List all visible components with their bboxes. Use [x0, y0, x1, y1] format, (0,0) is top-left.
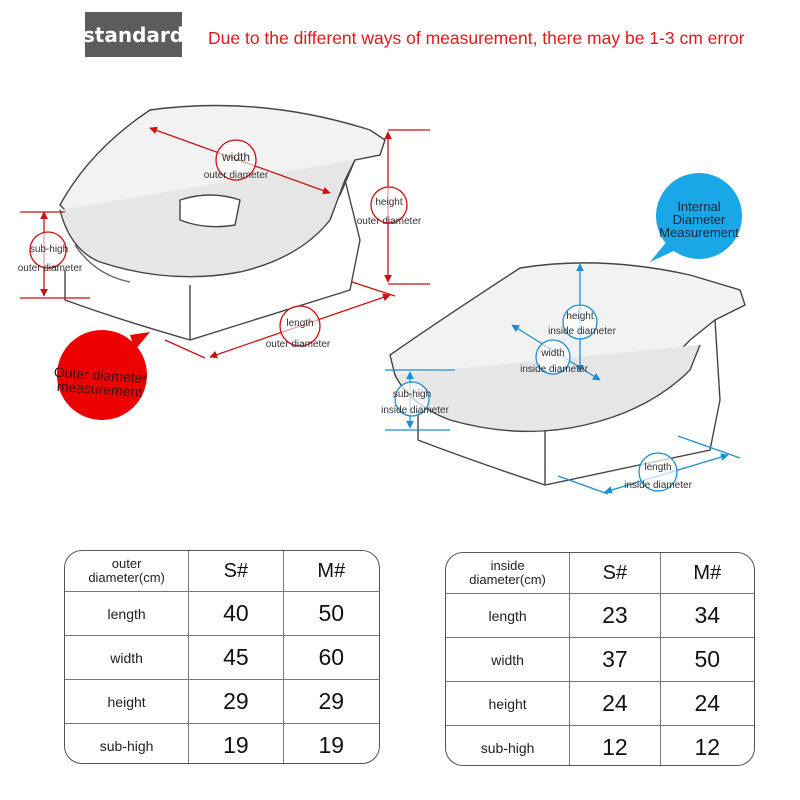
outer-subhigh-sub: outer diameter [17, 263, 83, 274]
row-label: width [110, 649, 143, 666]
size-s-value: 23 [569, 594, 659, 637]
table-header-cell: S# [188, 551, 282, 591]
row-label: width [491, 651, 524, 668]
inner-height-sub: inside diameter [548, 326, 616, 337]
outer-subhigh-label: sub-high [29, 244, 69, 255]
table-row [446, 637, 754, 681]
outer-callout-text: Outer diameter measurement [53, 363, 148, 400]
inner-subhigh-sub: inside diameter [381, 405, 449, 416]
size-m-value: 50 [283, 592, 379, 635]
table-header-row [65, 551, 379, 591]
size-s-value: 29 [188, 680, 282, 723]
inner-subhigh-label: sub-high [392, 389, 432, 400]
size-s-value: 45 [188, 636, 282, 679]
outer-height-sub: outer diameter [356, 216, 422, 227]
outer-length-sub: outer diameter [265, 339, 331, 350]
outer-width-sub: outer diameter [203, 170, 269, 181]
size-m-value: 60 [283, 636, 379, 679]
size-s-value: 37 [569, 638, 659, 681]
inner-callout-text: Internal Diameter Measurement [659, 199, 739, 240]
outer-sofa-drawing [60, 106, 385, 341]
standard-badge: standard [85, 12, 182, 57]
table-row [65, 591, 379, 635]
size-m-value: 19 [283, 724, 379, 764]
outer-width-label: width [221, 150, 250, 164]
outer-diameter-table [64, 550, 380, 764]
row-label: height [107, 693, 146, 710]
size-s-value: 12 [569, 726, 659, 766]
size-s-value: 19 [188, 724, 282, 764]
table-row [446, 681, 754, 725]
table-row [65, 679, 379, 723]
row-label: sub-high [99, 737, 154, 754]
size-m-value: 29 [283, 680, 379, 723]
table-row [65, 723, 379, 764]
inside-diameter-table [445, 552, 755, 766]
outer-height-label: height [375, 197, 403, 208]
table-row [65, 635, 379, 679]
measurement-error-notice: Due to the different ways of measurement, there may be 1-3 cm error [208, 28, 745, 48]
inner-width-sub: inside diameter [520, 364, 588, 375]
size-s-value: 24 [569, 682, 659, 725]
size-s-value: 40 [188, 592, 282, 635]
inner-width-label: width [541, 348, 565, 359]
row-label: length [107, 605, 146, 622]
table-row [446, 725, 754, 766]
row-label: sub-high [480, 739, 535, 756]
table-header-cell: outer diameter(cm) [88, 556, 165, 585]
inner-height-label: height [566, 311, 594, 322]
size-m-value: 50 [660, 638, 754, 681]
table-row [446, 593, 754, 637]
size-m-value: 34 [660, 594, 754, 637]
inner-length-label: length [644, 462, 672, 473]
size-m-value: 12 [660, 726, 754, 766]
row-label: height [488, 695, 527, 712]
outer-length-label: length [286, 318, 314, 329]
row-label: length [488, 607, 527, 624]
table-header-cell: S# [569, 553, 659, 593]
table-header-cell: M# [660, 553, 754, 593]
size-m-value: 24 [660, 682, 754, 725]
inner-length-sub: inside diameter [624, 480, 692, 491]
table-header-cell: inside diameter(cm) [469, 558, 546, 587]
table-header-row [446, 553, 754, 593]
table-header-cell: M# [283, 551, 379, 591]
